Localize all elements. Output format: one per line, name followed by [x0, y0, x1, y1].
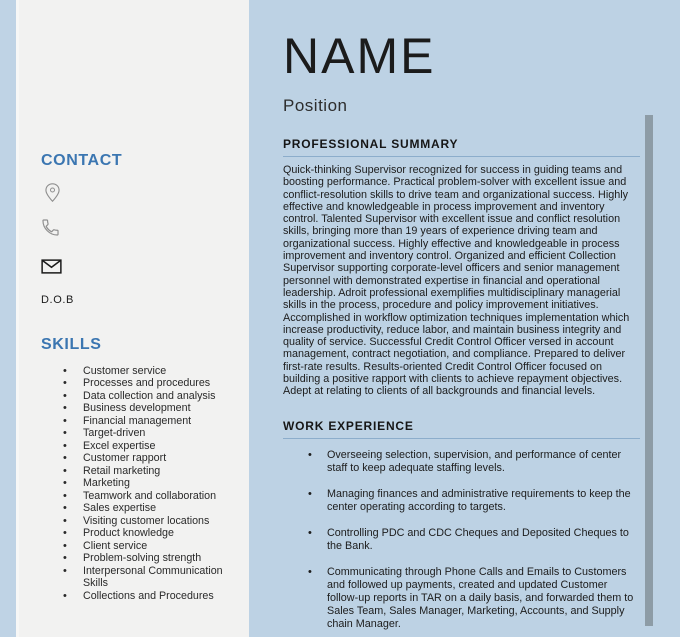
- contact-icon-list: [41, 183, 239, 279]
- skill-item: • Marketing: [83, 477, 239, 490]
- name-title: NAME: [283, 28, 436, 84]
- skill-item: • Data collection and analysis: [83, 390, 239, 403]
- dob-label: D.O.B: [41, 293, 74, 306]
- skill-item: • Product knowledge: [83, 527, 239, 540]
- position-subtitle: Position: [283, 96, 348, 115]
- skill-item: • Financial management: [83, 415, 239, 428]
- skill-item: • Visiting customer locations: [83, 515, 239, 528]
- sidebar: [19, 0, 249, 637]
- skill-item: • Interpersonal Communication Skills: [83, 565, 239, 590]
- main-panel: [249, 0, 680, 637]
- skills-list: [41, 365, 239, 603]
- skill-item: • Business development: [83, 402, 239, 415]
- professional-summary-heading: PROFESSIONAL SUMMARY: [283, 137, 640, 157]
- skill-item: • Retail marketing: [83, 465, 239, 478]
- skill-item: • Customer rapport: [83, 452, 239, 465]
- phone-icon: [41, 218, 239, 242]
- work-experience-item: • Managing finances and administrative requirements to keep the center operating according to targets.: [327, 488, 640, 514]
- scrollbar-thumb[interactable]: [645, 115, 653, 626]
- envelope-icon: [41, 259, 239, 279]
- work-experience-item: • Communicating through Phone Calls and Emails to Customers and followed up payments, created and updated Customer follow-up reports in TAR on a daily basis, and forwarded them to Sales Team, Sales Manager, Marketing, Accounts, and Supply chain Manager.: [327, 566, 640, 631]
- skill-item: • Processes and procedures: [83, 377, 239, 390]
- skill-item: • Excel expertise: [83, 440, 239, 453]
- skill-item: • Client service: [83, 540, 239, 553]
- work-experience-item: • Controlling PDC and CDC Cheques and Deposited Cheques to the Bank.: [327, 527, 640, 553]
- skill-item: • Collections and Procedures: [83, 590, 239, 603]
- skill-item: • Target-driven: [83, 427, 239, 440]
- work-experience-heading: WORK EXPERIENCE: [283, 419, 640, 439]
- skill-item: • Sales expertise: [83, 502, 239, 515]
- work-experience-item: • Overseeing selection, supervision, and performance of center staff to keep adequate staffing levels.: [327, 449, 640, 475]
- location-pin-icon: [45, 183, 239, 207]
- skill-item: • Problem-solving strength: [83, 552, 239, 565]
- left-edge-strip: [0, 0, 16, 637]
- work-experience-list: [283, 449, 640, 631]
- skill-item: • Teamwork and collaboration: [83, 490, 239, 503]
- professional-summary-paragraph: Quick-thinking Supervisor recognized for success in guiding teams and boosting performance. Practical problem-solver with excellent issue and conflict-resolution skills to drive team and organizational success. Highly effective and knowledgeable in process improvement and inventory control. Talented Supervisor with excellent issue and conflict resolution skills, bringing more than 19 years of experience driving team and organizational success. Highly effective and knowledgeable in process improvement and inventory control. Organized and efficient Collection Supervisor supporting corporate-level officers and senior management personnel with demonstrated expertise in financial and operational leadership. Adroit professional exemplifies multidisciplinary managerial skills in the process, procedure and policy improvement initiatives. Accomplished in workflow optimization techniques implementation which increase productivity, reduce labor, and maintain business integrity and quality of service. Successful Credit Control Officer versed in account management, contract negotiation, and compliance. Prepared to deliver first-rate results. Results-oriented Credit Control Officer focused on building a positive rapport with clients to achieve repayment objectives. Adept at relating to clients of all backgrounds and financial levels.: [283, 164, 630, 398]
- contact-heading: CONTACT: [41, 152, 123, 169]
- skills-heading: SKILLS: [41, 335, 102, 353]
- skill-item: • Customer service: [83, 365, 239, 378]
